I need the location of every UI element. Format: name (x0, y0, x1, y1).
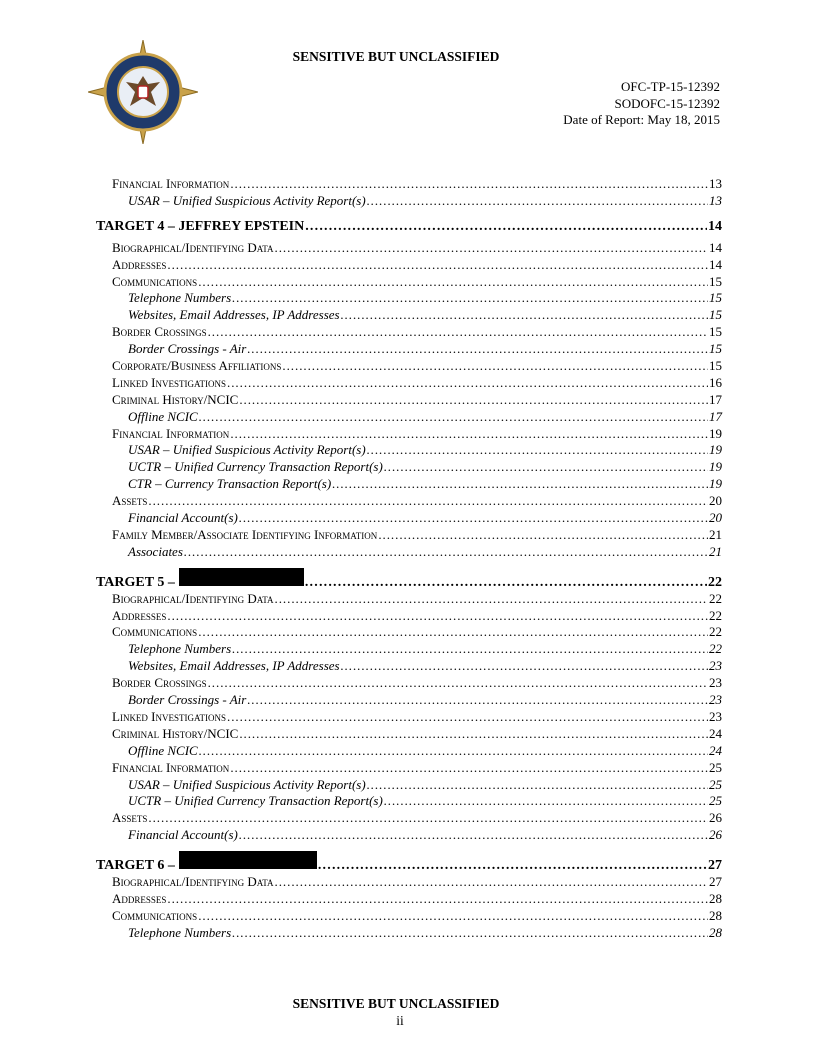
toc-entry-title: CTR – Currency Transaction Report(s) (128, 476, 332, 492)
toc-entry-title: Biographical/Identifying Data (112, 239, 274, 255)
toc-entry[interactable] (96, 777, 722, 794)
toc-entry-title: Financial Information (112, 759, 230, 775)
toc-entry-title: Websites, Email Addresses, IP Addresses (128, 307, 340, 323)
dot-leader (230, 176, 708, 193)
toc-page-number: 15 (709, 324, 722, 340)
toc-entry[interactable] (96, 675, 722, 692)
toc-page-number: 14 (709, 256, 722, 272)
toc-page-number: 24 (709, 725, 722, 741)
toc-page-number: 14 (709, 239, 722, 255)
toc-page-number: 20 (709, 510, 722, 526)
toc-entry[interactable] (96, 544, 722, 561)
dot-leader (239, 726, 708, 743)
toc-entry[interactable] (96, 476, 722, 493)
shield-icon (138, 86, 148, 98)
toc-entry-title: USAR – Unified Suspicious Activity Report(s) (128, 442, 366, 458)
toc-page-number: 19 (709, 476, 722, 492)
dot-leader (318, 856, 707, 876)
toc-entry[interactable] (96, 193, 722, 210)
toc-entry-title: Financial Account(s) (128, 827, 238, 843)
dot-leader (232, 290, 708, 307)
dot-leader (247, 692, 708, 709)
dot-leader (230, 760, 708, 777)
toc-entry[interactable] (96, 257, 722, 274)
toc-entry[interactable] (96, 324, 722, 341)
toc-page-number: 19 (709, 442, 722, 458)
toc-entry-title: Criminal History/NCIC (112, 391, 239, 407)
toc-entry-title: Offline NCIC (128, 408, 198, 424)
toc-page-number: 15 (709, 358, 722, 374)
toc-entry-title: Offline NCIC (128, 742, 198, 758)
toc-entry[interactable] (96, 760, 722, 777)
toc-entry-title: Telephone Numbers (128, 641, 232, 657)
toc-page-number: 23 (709, 675, 722, 691)
toc-entry[interactable] (96, 442, 722, 459)
dot-leader (239, 510, 708, 527)
redaction-block (179, 568, 304, 586)
toc-entry-title: Financial Information (112, 425, 230, 441)
toc-entry-title: Financial Information (112, 176, 230, 191)
toc-page-number: 26 (709, 810, 722, 826)
toc-entry[interactable] (96, 827, 722, 844)
toc-entry[interactable] (96, 810, 722, 827)
dot-leader (148, 810, 708, 827)
toc-entry-title: Biographical/Identifying Data (112, 874, 274, 890)
toc-entry-title: Assets (112, 493, 148, 509)
dot-leader (367, 193, 708, 210)
toc-entry[interactable] (96, 658, 722, 675)
toc-entry[interactable] (96, 793, 722, 810)
classification-footer: SENSITIVE BUT UNCLASSIFIED (292, 996, 500, 1011)
toc-page-number: 15 (709, 273, 722, 289)
toc-entry-title: TARGET 6 – (96, 858, 175, 874)
toc-page-number: 21 (709, 543, 722, 559)
toc-page-number: 21 (709, 526, 722, 542)
reference-number-2: SODOFC-15-12392 (614, 95, 720, 111)
dot-leader (239, 392, 708, 409)
toc-entry-title: Addresses (112, 607, 167, 623)
toc-entry[interactable] (96, 375, 722, 392)
toc-page-number: 22 (708, 574, 722, 590)
toc-page-number: 27 (708, 858, 722, 874)
dot-leader (275, 591, 708, 608)
dot-leader (227, 375, 708, 392)
toc-page-number: 22 (709, 641, 722, 657)
toc-entry[interactable] (96, 527, 722, 544)
toc-entry[interactable] (96, 891, 722, 908)
toc-entry[interactable] (96, 358, 722, 375)
toc-entry-title: Border Crossings (112, 675, 207, 691)
toc-entry[interactable] (96, 176, 722, 193)
toc-entry-title: Family Member/Associate Identifying Information (112, 526, 378, 542)
dot-leader (230, 426, 708, 443)
toc-entry[interactable] (96, 392, 722, 409)
dot-leader (275, 240, 708, 257)
toc-page-number: 13 (709, 176, 722, 191)
toc-page-number: 25 (709, 776, 722, 792)
toc-page-number: 28 (709, 907, 722, 923)
toc-page-number: 15 (709, 341, 722, 357)
dot-leader (167, 608, 708, 625)
dot-leader (232, 925, 708, 942)
toc-entry[interactable] (96, 608, 722, 625)
toc-page-number: 25 (709, 793, 722, 809)
toc-page-number: 14 (708, 218, 722, 234)
toc-entry[interactable] (96, 510, 722, 527)
dot-leader (341, 307, 708, 324)
toc-page-number: 26 (709, 827, 722, 843)
toc-entry[interactable] (96, 290, 722, 307)
dot-leader (184, 544, 708, 561)
dot-leader (198, 274, 708, 291)
toc-entry-title: Associates (128, 543, 183, 559)
toc-entry-title: Corporate/Business Affiliations (112, 358, 282, 374)
toc-entry[interactable] (96, 591, 722, 608)
toc-entry-title: Addresses (112, 256, 167, 272)
toc-entry-title: Communications (112, 624, 198, 640)
toc-page-number: 22 (709, 607, 722, 623)
dot-leader (367, 442, 708, 459)
table-of-contents (96, 176, 722, 942)
toc-entry-title: USAR – Unified Suspicious Activity Report(s) (128, 776, 366, 792)
classification-header: SENSITIVE BUT UNCLASSIFIED (292, 49, 500, 64)
toc-page-number: 19 (709, 425, 722, 441)
toc-entry-title: UCTR – Unified Currency Transaction Report(s) (128, 459, 383, 475)
dot-leader (208, 324, 708, 341)
toc-entry-title: USAR – Unified Suspicious Activity Report(s) (128, 192, 366, 208)
toc-entry[interactable] (96, 240, 722, 257)
dot-leader (199, 409, 708, 426)
toc-entry-title: TARGET 4 – JEFFREY EPSTEIN (96, 218, 305, 234)
toc-entry[interactable] (96, 709, 722, 726)
dot-leader (208, 675, 708, 692)
dot-leader (305, 217, 707, 237)
toc-page-number: 13 (709, 192, 722, 208)
toc-entry-title: Communications (112, 273, 198, 289)
toc-page-number: 23 (709, 692, 722, 708)
dot-leader (167, 891, 708, 908)
toc-entry-title: Telephone Numbers (128, 290, 232, 306)
redaction-block (179, 851, 317, 869)
toc-target-heading[interactable] (96, 568, 722, 588)
dot-leader (148, 493, 708, 510)
toc-page-number: 17 (709, 408, 722, 424)
toc-entry-title: Addresses (112, 890, 167, 906)
dot-leader (232, 641, 708, 658)
toc-entry[interactable] (96, 692, 722, 709)
reference-number-1: OFC-TP-15-12392 (621, 79, 720, 94)
dot-leader (275, 874, 708, 891)
dot-leader (332, 476, 708, 493)
toc-page-number: 17 (709, 391, 722, 407)
toc-entry[interactable] (96, 726, 722, 743)
toc-entry[interactable] (96, 874, 722, 891)
toc-page-number: 24 (709, 742, 722, 758)
toc-page-number: 25 (709, 759, 722, 775)
toc-entry-title: Linked Investigations (112, 374, 227, 390)
toc-entry-title: UCTR – Unified Currency Transaction Report(s) (128, 793, 383, 809)
dot-leader (199, 743, 708, 760)
report-date: Date of Report: May 18, 2015 (563, 112, 720, 127)
toc-page-number: 23 (709, 708, 722, 724)
toc-entry[interactable] (96, 743, 722, 760)
toc-target-heading[interactable] (96, 851, 722, 874)
toc-target-heading[interactable] (96, 217, 722, 237)
toc-entry-title: Websites, Email Addresses, IP Addresses (128, 658, 340, 674)
dot-leader (282, 358, 708, 375)
toc-page-number: 16 (709, 374, 722, 390)
toc-entry[interactable] (96, 459, 722, 476)
toc-entry[interactable] (96, 624, 722, 641)
toc-page-number: 23 (709, 658, 722, 674)
toc-entry-title: Communications (112, 907, 198, 923)
toc-entry-title: Linked Investigations (112, 708, 227, 724)
toc-entry-title: Biographical/Identifying Data (112, 590, 274, 606)
dot-leader (239, 827, 708, 844)
dot-leader (341, 658, 708, 675)
toc-entry[interactable] (96, 426, 722, 443)
toc-entry-title: Assets (112, 810, 148, 826)
toc-page-number: 28 (709, 890, 722, 906)
toc-page-number: 22 (709, 590, 722, 606)
toc-entry-title: Border Crossings (112, 324, 207, 340)
toc-entry-title: TARGET 5 – (96, 574, 175, 590)
toc-entry-title: Border Crossings - Air (128, 692, 247, 708)
dot-leader (305, 573, 707, 593)
toc-entry[interactable] (96, 307, 722, 324)
toc-entry[interactable] (96, 274, 722, 291)
toc-entry[interactable] (96, 925, 722, 942)
dot-leader (247, 341, 708, 358)
toc-entry-title: Telephone Numbers (128, 924, 232, 940)
toc-page-number: 19 (709, 459, 722, 475)
toc-entry-title: Financial Account(s) (128, 510, 238, 526)
dot-leader (167, 257, 708, 274)
dot-leader (378, 527, 708, 544)
dot-leader (198, 624, 708, 641)
toc-entry-title: Criminal History/NCIC (112, 725, 239, 741)
toc-page-number: 22 (709, 624, 722, 640)
dot-leader (227, 709, 708, 726)
toc-page-number: 27 (709, 874, 722, 890)
dot-leader (198, 908, 708, 925)
dot-leader (367, 777, 708, 794)
toc-entry[interactable] (96, 409, 722, 426)
dot-leader (384, 793, 708, 810)
page-number: ii (396, 1013, 404, 1028)
toc-entry[interactable] (96, 341, 722, 358)
toc-page-number: 28 (709, 924, 722, 940)
toc-page-number: 20 (709, 493, 722, 509)
toc-entry[interactable] (96, 493, 722, 510)
report-references (563, 79, 720, 129)
toc-entry[interactable] (96, 908, 722, 925)
toc-entry[interactable] (96, 641, 722, 658)
dot-leader (384, 459, 708, 476)
toc-page-number: 15 (709, 307, 722, 323)
toc-entry-title: Border Crossings - Air (128, 341, 247, 357)
toc-page-number: 15 (709, 290, 722, 306)
